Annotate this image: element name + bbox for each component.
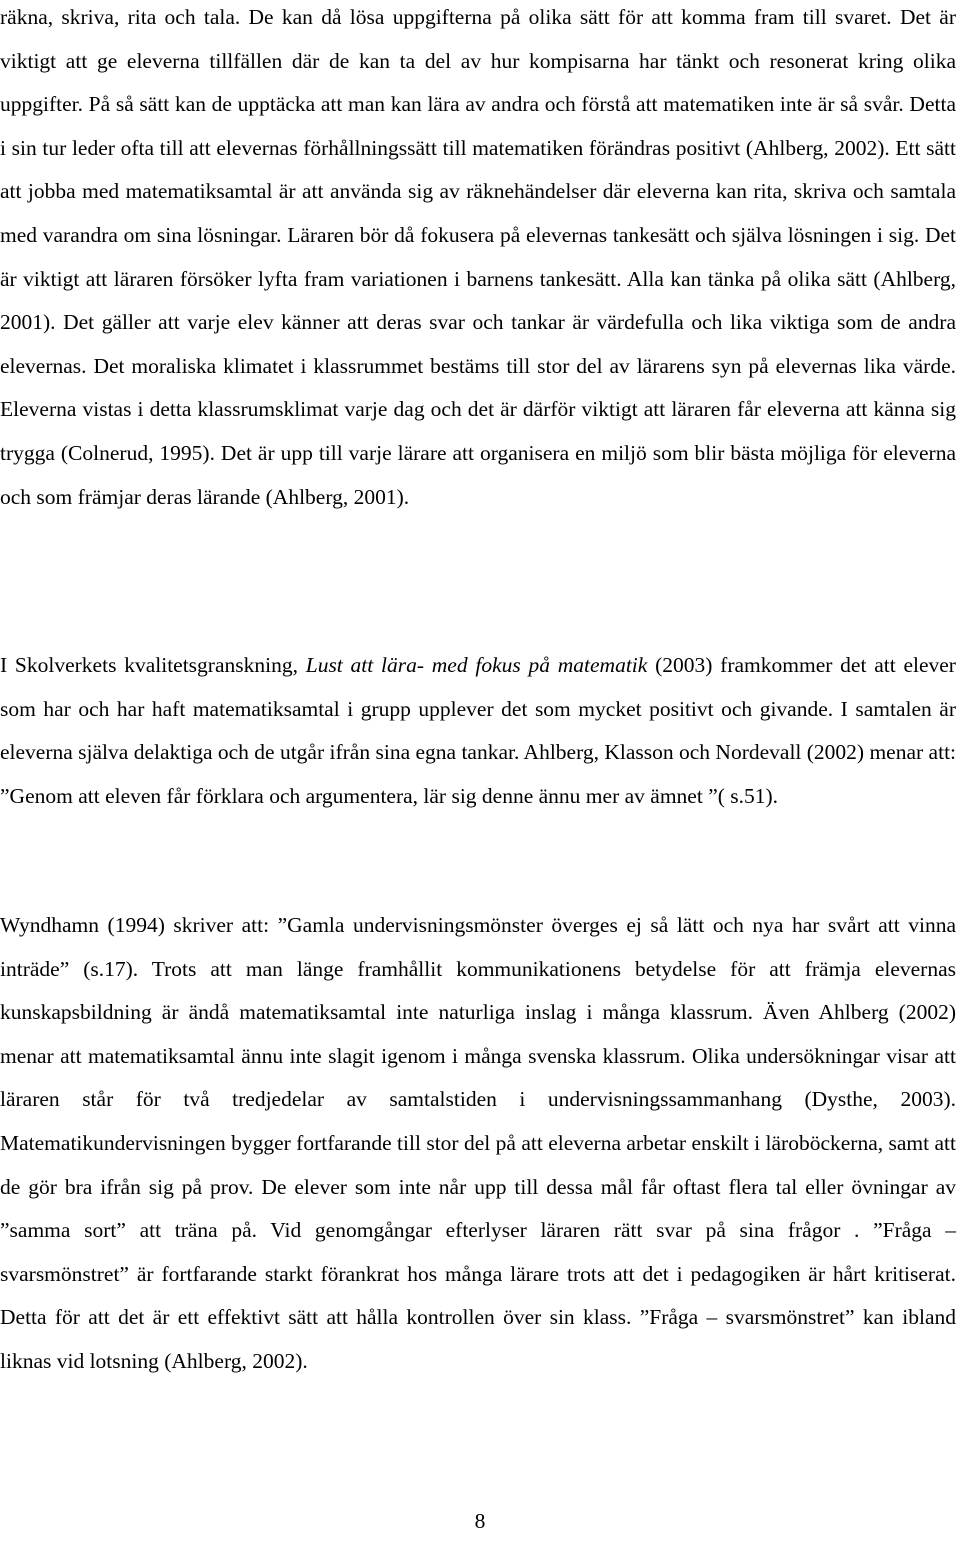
paragraph-text: räkna, skriva, rita och tala. De kan då lösa uppgifterna på olika sätt för att komma fram till svaret. Det är viktigt att ge eleverna tillfällen där de kan ta del av hur kompisarna har tänkt och resonerat kring olika uppgifter. På så sätt kan de upptäcka att man kan lära av andra och förstå att matematiken inte är så svår. Detta i sin tur leder ofta till att elevernas förhållningssätt till matematiken förändras positivt (Ahlberg, 2002). Ett sätt att jobba med matematiksamtal är att använda sig av räknehändelser där eleverna kan rita, skriva och samtala med varandra om sina lösningar. Läraren bör då fokusera på elevernas tankesätt och själva lösningen i sig. Det är viktigt att läraren försöker lyfta fram variationen i barnens tankesätt. Alla kan tänka på olika sätt (Ahlberg, 2001). Det gäller att varje elev känner att deras svar och tankar är värdefulla och lika viktiga som de andra elevernas. Det moraliska klimatet i klassrummet bestäms till stor del av lärarens syn på elevernas lika värde. Eleverna vistas i detta klassrumsklimat varje dag och det är därför viktigt att läraren får eleverna att känna sig trygga (Colnerud, 1995). Det är upp till varje lärare att organisera en miljö som blir bästa möjliga för eleverna och som främjar deras lärande (Ahlberg, 2001). [0, 5, 956, 509]
report-title: Lust att lära- med fokus på matematik [305, 653, 648, 677]
paragraph-matematiksamtal [0, 0, 956, 519]
paragraph-text: I Skolverkets kvalitetsgranskning, [0, 653, 306, 677]
paragraph-text: (2003) framkommer det att elever som har och har haft matematiksamtal i grupp upplever det som mycket positivt och givande. I samtalen är eleverna själva delaktiga och de utgår ifrån sina egna tankar. Ahlberg, Klasson och Nordevall (2002) menar att: ”Genom att eleven får förklara och argumentera, lär sig denne ännu mer av ämnet ”( s.51). [0, 653, 957, 808]
paragraph-wyndhamn [0, 904, 956, 1384]
page-number: 8 [474, 1509, 486, 1533]
paragraph-text: Wyndhamn (1994) skriver att: ”Gamla undervisningsmönster överges ej så lätt och nya har svårt att vinna inträde” (s.17). Trots att man länge framhållit kommunikationens betydelse för att främja elevernas kunskapsbildning är ändå matematiksamtal inte naturliga inslag i många klassrum. Även Ahlberg (2002) menar att matematiksamtal ännu inte slagit igenom i många svenska klassrum. Olika undersökningar visar att läraren står för två tredjedelar av samtalstiden i undervisningssammanhang (Dysthe, 2003). Matematikundervisningen bygger fortfarande till stor del på att eleverna arbetar enskilt i läroböckerna, samt att de gör bra ifrån sig på prov. De elever som inte når upp till dessa mål får oftast flera tal eller övningar av ”samma sort” att träna på. Vid genomgångar efterlyser läraren rätt svar på sina frågor . ”Fråga – svarsmönstret” är fortfarande starkt förankrat hos många lärare trots att det i pedagogiken är hårt kritiserat. Detta för att det är ett effektivt sätt att hålla kontrollen över sin klass. ”Fråga – svarsmönstret” kan ibland liknas vid lotsning (Ahlberg, 2002). [0, 913, 956, 1373]
paragraph-skolverket [0, 644, 956, 818]
